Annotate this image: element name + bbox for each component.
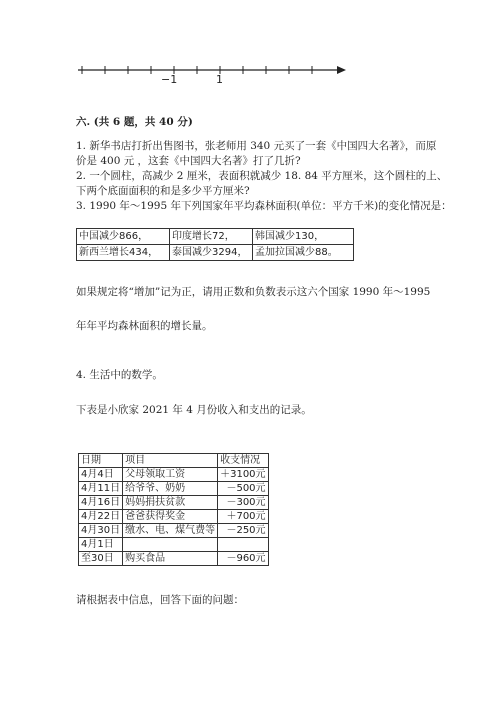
- table-cell: －300元: [218, 496, 268, 510]
- forest-change-table: [76, 228, 354, 261]
- table-cell: 4月16日: [79, 496, 123, 510]
- question-4-title: 4. 生活中的数学。: [76, 369, 163, 381]
- table-cell: 至30日: [79, 552, 123, 566]
- table-cell: [218, 538, 268, 552]
- table-cell: 购买食品: [123, 552, 218, 566]
- table-cell: 4月22日: [79, 510, 123, 524]
- table-row: [79, 510, 269, 524]
- section-title: 六. (共 6 题，共 40 分): [76, 116, 193, 128]
- table-row: [79, 552, 269, 566]
- number-line-label-1: 1: [216, 73, 223, 86]
- table-cell: 爸爸获得奖金: [123, 510, 218, 524]
- table-row: [79, 482, 269, 496]
- table-cell: 4月30日: [79, 524, 123, 538]
- table-cell: －500元: [218, 482, 268, 496]
- question-1-line-1: 1. 新华书店打折出售图书，张老师用 340 元买了一套《中国四大名著》，而原: [76, 140, 437, 152]
- table-cell: ＋700元: [218, 510, 268, 524]
- table-row: [79, 496, 269, 510]
- question-3-after-line-1: 如果规定将“增加”记为正，请用正数和负数表示这六个国家 1990 年～1995: [76, 286, 431, 298]
- income-expense-table: [78, 453, 269, 566]
- table-cell: －960元: [218, 552, 268, 566]
- table-row: [79, 524, 269, 538]
- question-2-line-2: 下两个底面面积的和是多少平方厘米?: [76, 185, 250, 197]
- question-3-after-line-2: 年年平均森林面积的增长量。: [76, 320, 213, 332]
- question-2-line-1: 2. 一个圆柱，高减少 2 厘米，表面积就减少 18. 84 平方厘米，这个圆柱的上、: [76, 170, 448, 182]
- table-cell: 泰国减少3294，: [170, 245, 253, 261]
- question-4-prompt: 请根据表中信息，回答下面的问题：: [76, 594, 244, 606]
- table-row: [79, 538, 269, 552]
- number-line: [0, 0, 500, 100]
- table-cell: 韩国减少130，: [253, 229, 354, 245]
- table-header-cell: 项目: [123, 454, 218, 468]
- question-3-line-1: 3. 1990 年～1995 年下列国家年平均森林面积(单位：平方千米)的变化情况是：: [76, 200, 452, 212]
- table-cell: ＋3100元: [218, 468, 268, 482]
- table-header-cell: 收支情况: [218, 454, 268, 468]
- table-cell: 4月4日: [79, 468, 123, 482]
- table-row: [77, 229, 354, 245]
- table-cell: 4月1日: [79, 538, 123, 552]
- table-cell: 孟加拉国减少88。: [253, 245, 354, 261]
- table-cell: 父母领取工资: [123, 468, 218, 482]
- table-cell: 给爷爷、奶奶: [123, 482, 218, 496]
- table-header-row: [79, 454, 269, 468]
- table-cell: 印度增长72，: [170, 229, 253, 245]
- table-cell: 缴水、电、煤气费等: [123, 524, 218, 538]
- table-cell: [123, 538, 218, 552]
- table-cell: 4月11日: [79, 482, 123, 496]
- table-cell: －250元: [218, 524, 268, 538]
- question-4-intro: 下表是小欣家 2021 年 4 月份收入和支出的记录。: [76, 404, 312, 416]
- number-line-axis: [78, 66, 346, 74]
- table-cell: 妈妈捐扶贫款: [123, 496, 218, 510]
- table-cell: 中国减少866，: [77, 229, 170, 245]
- question-1-line-2: 价是 400 元 ，这套《中国四大名著》打了几折?: [76, 155, 301, 167]
- table-cell: 新西兰增长434，: [77, 245, 170, 261]
- table-row: [77, 245, 354, 261]
- number-line-label-neg1: −1: [161, 73, 178, 86]
- table-row: [79, 468, 269, 482]
- table-header-cell: 日期: [79, 454, 123, 468]
